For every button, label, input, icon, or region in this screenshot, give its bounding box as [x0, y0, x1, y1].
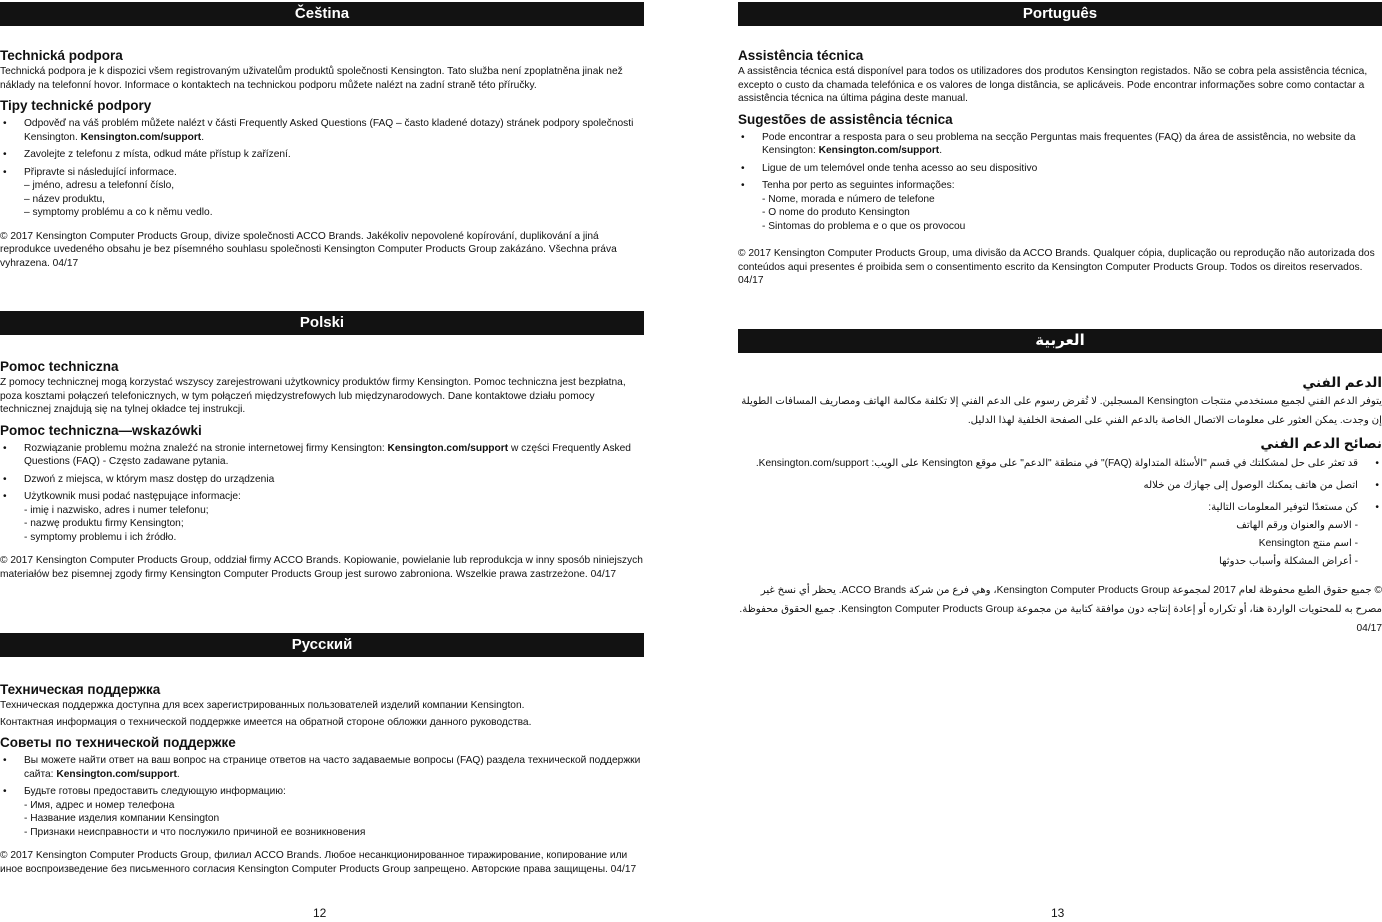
section-polish — [0, 358, 644, 581]
section-czech — [0, 47, 644, 270]
copyright: © 2017 Kensington Computer Products Group, филиал ACCO Brands. Любое несанкционированное тиражирование, копирование или иное воспроизведение без письменного согласия Kensington Computer Products Group запрещено. Авторские права защищены. 04/17 — [0, 850, 637, 875]
support-link[interactable]: Kensington.com/support — [56, 768, 177, 780]
list-item: • Użytkownik musi podać następujące informacje: - imię i nazwisko, adres i numer telefonu; - nazwę produktu firmy Kensington; - symptomy problemu i ich źródło. — [0, 490, 644, 544]
list-item: • Rozwiązanie problemu można znaleźć na stronie internetowej firmy Kensington: Kensington.com/support w części Frequently Asked Questions (FAQ) - Często zadawane pytania. — [0, 442, 644, 469]
section-portuguese — [738, 47, 1382, 288]
heading-tips: Tipy technické podpory — [0, 98, 152, 113]
section-arabic — [738, 374, 1382, 638]
lang-bar-polish: Polski — [0, 311, 644, 335]
lang-bar-arabic: العربية — [738, 329, 1382, 353]
heading-support: الدعم الفني — [1302, 375, 1382, 390]
copyright: © 2017 Kensington Computer Products Group, uma divisão da ACCO Brands. Qualquer cópia, duplicação ou reprodução não autorizada dos conteúdos aqui presentes é proibida sem o consentimento escrito da Kensington Computer Products Group. Todos os direitos reservados. 04/17 — [738, 248, 1375, 286]
list-item: • Вы можете найти ответ на ваш вопрос на странице ответов на часто задаваемые вопросы (FAQ) раздела технической поддержки сайта: Kensington.com/support. — [0, 754, 644, 781]
page-number: 12 — [313, 906, 327, 920]
copyright: © 2017 Kensington Computer Products Group, oddział firmy ACCO Brands. Kopiowanie, powielanie lub reprodukcja w inny sposób niniejszych materiałów bez pisemnej zgody firmy Kensington Computer Products Group jest surowo zabroniona. Wszelkie prawa zastrzeżone. 04/17 — [0, 555, 643, 580]
support-text: Z pomocy technicznej mogą korzystać wszyscy zarejestrowani użytkownicy produktów firmy Kensington. Pomoc techniczna jest bezpłatna, poza kosztami połączeń telefonicznych, w tym połączeń międzystrefowych lub międzynarodowych. Dane kontaktowe działu pomocy technicznej znajdują się na tylnej okładce tej instrukcji. — [0, 377, 626, 415]
lang-bar-czech: Čeština — [0, 2, 644, 26]
list-item: • Tenha por perto as seguintes informações: - Nome, morada e número de telefone - O nome do produto Kensington - Sintomas do problema e o que os provocou — [738, 179, 1382, 233]
page-number: 13 — [1051, 906, 1065, 920]
list-item: • اتصل من هاتف يمكنك الوصول إلى جهازك من خلاله — [738, 477, 1382, 495]
heading-support: Pomoc techniczna — [0, 359, 119, 374]
list-item: • Odpověď na váš problém můžete nalézt v části Frequently Asked Questions (FAQ – často kladené dotazy) stránek podpory společnosti Kensington. Kensington.com/support. — [0, 117, 644, 144]
tips-list — [0, 442, 644, 545]
heading-support: Technická podpora — [0, 48, 123, 63]
list-item: • قد تعثر على حل لمشكلتك في قسم "الأسئلة المتداولة (FAQ)" في منطقة "الدعم" على موقع Kensington على الويب: Kensington.com/support. — [738, 455, 1382, 473]
section-russian — [0, 681, 644, 876]
tips-list — [738, 131, 1382, 234]
tips-list — [0, 754, 644, 839]
list-item: • Pode encontrar a resposta para o seu problema na secção Perguntas mais frequentes (FAQ) da área de assistência, no website da Kensington: Kensington.com/support. — [738, 131, 1382, 158]
list-item: • كن مستعدًا لتوفير المعلومات التالية: - الاسم والعنوان ورقم الهاتف - اسم منتج Kensington - أعراض المشكلة وأسباب حدوثها — [738, 499, 1382, 571]
lang-bar-russian: Русский — [0, 633, 644, 657]
list-item: • Dzwoń z miejsca, w którym masz dostęp do urządzenia — [0, 473, 644, 487]
support-text: Technická podpora je k dispozici všem registrovaným uživatelům produktů společnosti Kensington. Tato služba není zpoplatněna jinak než náklady na telefonní hovor. Informace o kontaktech na technickou podporu můžete nalézt na zadní straně této příručky. — [0, 66, 623, 91]
support-contact-text: Контактная информация о технической поддержке имеется на обратной стороне обложки данного руководства. — [0, 716, 532, 728]
support-text: A assistência técnica está disponível para todos os utilizadores dos produtos Kensington registados. Não se cobra pela assistência técnica, excepto o custo da chamada telefónica e os valores de longa distância, se aplicáveis. Pode encontrar informações sobre como contactar a assistência técnica na última página deste manual. — [738, 66, 1368, 104]
tips-list — [738, 455, 1382, 571]
heading-support: Assistência técnica — [738, 48, 864, 63]
lang-bar-portuguese: Português — [738, 2, 1382, 26]
copyright: © جميع حقوق الطبع محفوظة لعام 2017 لمجموعة Kensington Computer Products Group، وهي فرع من شركة ACCO Brands. يحظر أي نسخ غير مصرح به للمحتويات الواردة هنا، أو تكراره أو إعادة إنتاجه دون موافقة كتابية من مجموعة Kensington Computer Products Group. جميع الحقوق محفوظة. 04/17 — [739, 585, 1382, 634]
list-item: • Zavolejte z telefonu z místa, odkud máte přístup k zařízení. — [0, 148, 644, 162]
support-link[interactable]: Kensington.com/support — [818, 145, 940, 156]
list-item: • Ligue de um telemóvel onde tenha acesso ao seu dispositivo — [738, 162, 1382, 176]
heading-tips: Советы по технической поддержке — [0, 735, 236, 750]
heading-support: Техническая поддержка — [0, 682, 161, 697]
list-item: • Připravte si následující informace. – jméno, adresu a telefonní číslo, – název produktu, – symptomy problému a co k němu vedlo. — [0, 166, 644, 220]
heading-tips: Sugestões de assistência técnica — [738, 111, 953, 127]
heading-tips: Pomoc techniczna—wskazówki — [0, 422, 202, 438]
tips-list — [0, 117, 644, 220]
support-link[interactable]: Kensington.com/support — [387, 442, 509, 454]
heading-tips: نصائح الدعم الفني — [1260, 436, 1382, 451]
support-text: Техническая поддержка доступна для всех зарегистрированных пользователей изделий компании Kensington. — [0, 700, 525, 711]
support-link[interactable]: Kensington.com/support — [80, 131, 202, 143]
copyright: © 2017 Kensington Computer Products Group, divize společnosti ACCO Brands. Jakékoliv nepovolené kopírování, duplikování a jiná reprodukce uvedeného obsahu je bez písemného souhlasu společnosti Kensington Computer Products Group zakázáno. Všechna práva vyhrazena. 04/17 — [0, 230, 617, 269]
support-text: يتوفر الدعم الفني لجميع مستخدمي منتجات Kensington المسجلين. لا تُفرض رسوم على الدعم الفني إلا تكلفة مكالمة الهاتف ومصاريف المسافات الطويلة إن وجدت. يمكن العثور على معلومات الاتصال الخاصة بالدعم الفني على الصفحة الخلفية لهذا الدليل. — [741, 396, 1382, 426]
list-item: • Будьте готовы предоставить следующую информацию: - Имя, адрес и номер телефона - Название изделия компании Kensington - Признаки неисправности и что послужило причиной ее возникновения — [0, 785, 644, 839]
